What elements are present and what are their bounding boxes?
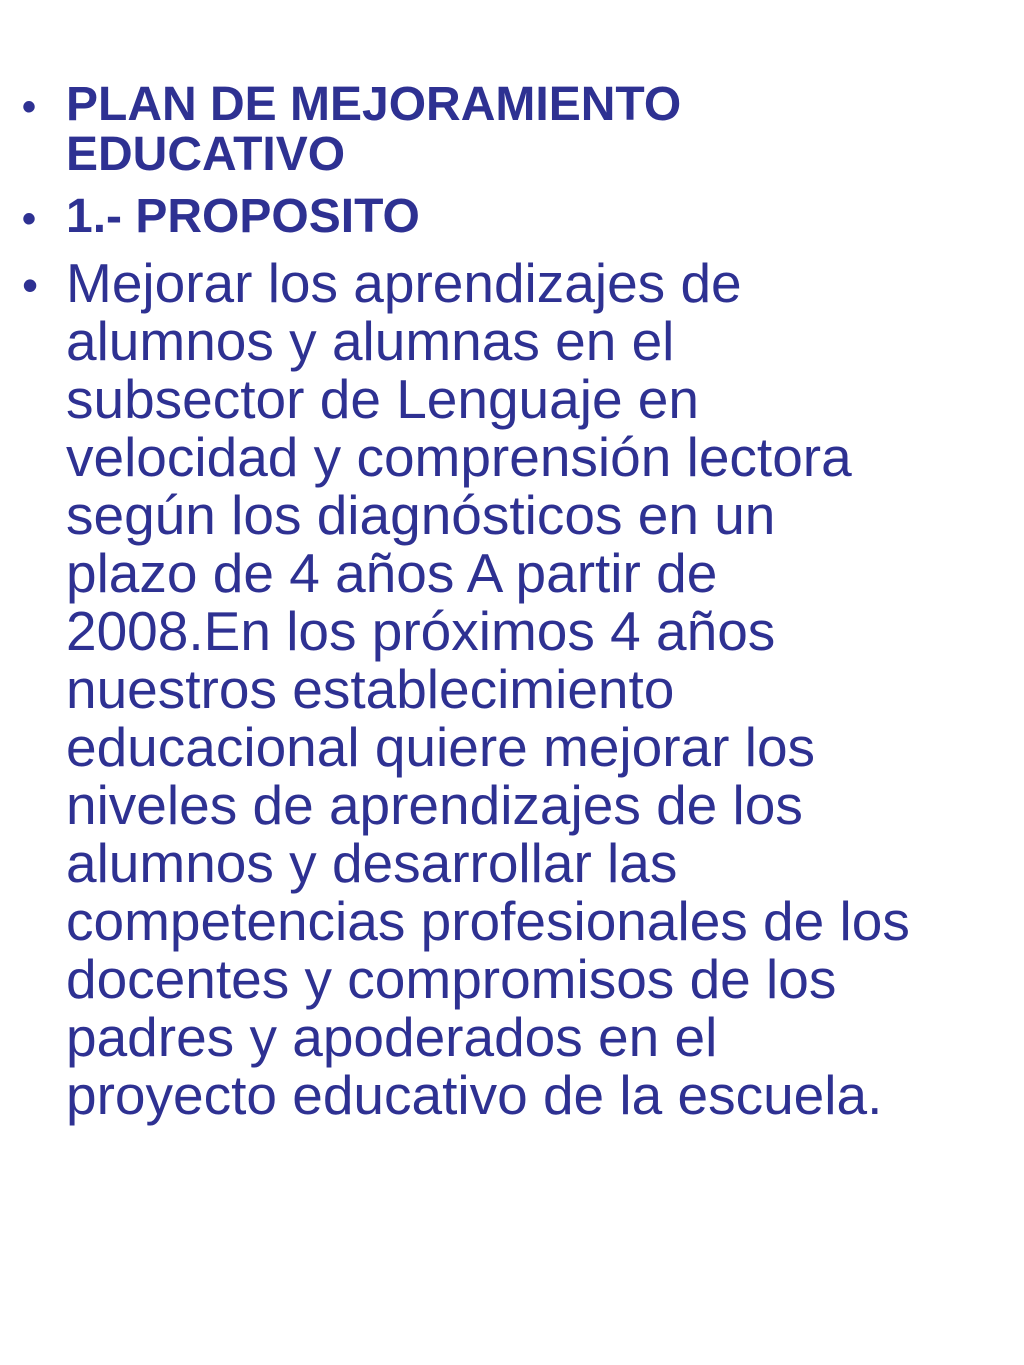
bullet-icon: • — [22, 197, 37, 241]
bullet-item-title — [0, 80, 1000, 180]
body-paragraph: Mejorar los aprendizajes de alumnos y alumnas en el subsector de Lenguaje en velocidad y comprensión lectora según los diagnósticos en un plazo de 4 años A partir de 2008.En los próximos 4 años nuestros establecimiento educacional quiere mejorar los niveles de aprendizajes de los alumnos y desarrollar las competencias profesionales de los docentes y compromisos de los padres y apoderados en el proyecto educativo de la escuela. — [66, 252, 910, 1126]
bullet-item-section — [0, 192, 1000, 242]
title-text: PLAN DE MEJORAMIENTO EDUCATIVO — [66, 78, 682, 181]
bullet-list — [0, 80, 1000, 1124]
bullet-icon: • — [22, 259, 39, 311]
bullet-icon: • — [22, 85, 37, 129]
section-heading: 1.- PROPOSITO — [66, 190, 420, 243]
bullet-item-body — [0, 254, 1000, 1124]
